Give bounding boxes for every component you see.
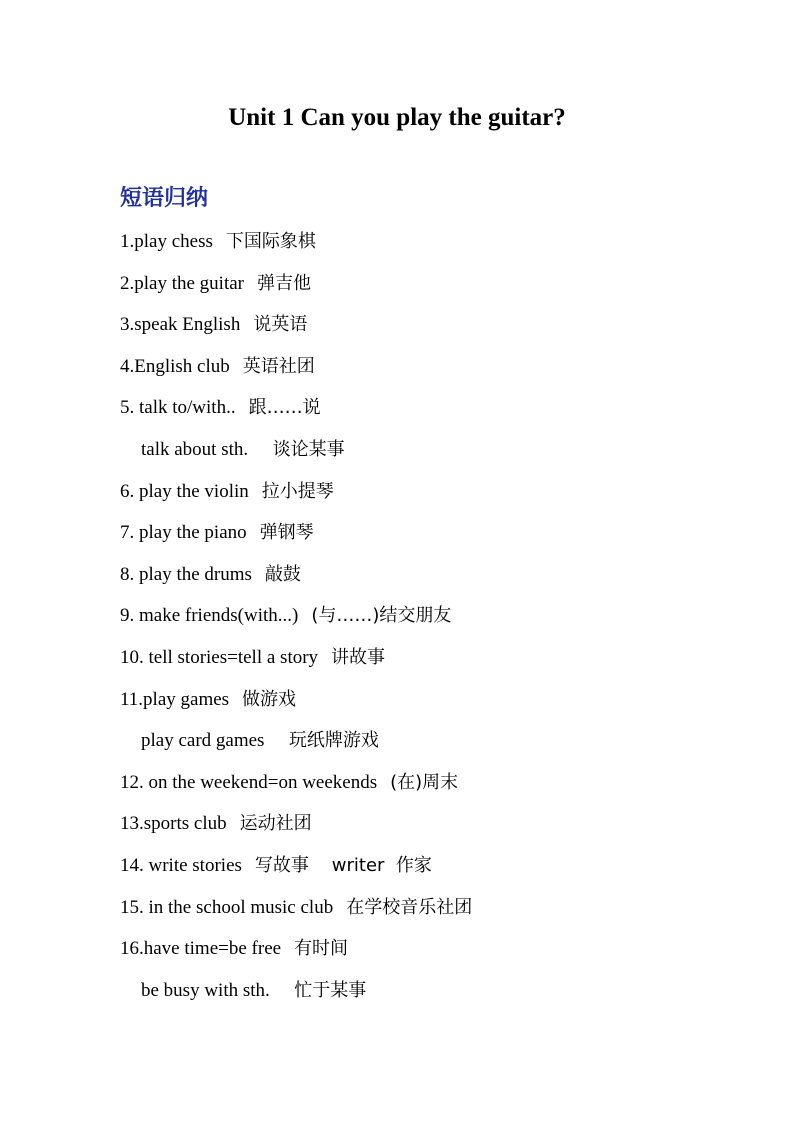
phrase-item	[120, 475, 740, 517]
phrase-chinese: 下国际象棋	[225, 231, 316, 252]
phrase-english: 10. tell stories=tell a story	[120, 646, 319, 668]
phrase-chinese: (与……)结交朋友	[311, 605, 452, 627]
phrase-item	[120, 932, 740, 974]
phrase-chinese: 忙于某事	[282, 979, 367, 1001]
phrase-chinese: 英语社团	[242, 355, 315, 377]
phrase-english: 8. play the drums	[120, 563, 252, 585]
phrase-english: 1.play chess	[120, 231, 213, 252]
phrase-english: 11.play games	[120, 688, 230, 710]
phrase-english: 15. in the school music club	[120, 896, 334, 918]
phrase-english: 5. talk to/with..	[120, 397, 236, 419]
phrase-chinese: 拉小提琴	[261, 480, 334, 502]
phrase-item	[120, 267, 740, 309]
phrase-item	[120, 350, 740, 392]
phrase-chinese: 弹钢琴	[259, 522, 314, 544]
phrase-item	[120, 766, 740, 808]
phrase-english: 4.English club	[120, 355, 230, 377]
phrase-english: 16.have time=be free	[120, 938, 282, 960]
phrase-chinese: 在学校音乐社团	[346, 896, 473, 918]
phrase-chinese: 写故事 writer 作家	[254, 854, 432, 876]
phrase-english: 14. write stories	[120, 854, 242, 876]
phrase-chinese: 说英语	[253, 314, 308, 336]
phrase-english: play card games	[141, 730, 265, 752]
phrase-chinese: 有时间	[294, 938, 349, 960]
phrase-item	[120, 433, 740, 475]
phrase-chinese: 讲故事	[331, 646, 386, 668]
phrase-english: 2.play the guitar	[120, 272, 244, 294]
phrase-item	[120, 558, 740, 600]
phrase-english: talk about sth.	[141, 438, 249, 460]
phrase-english: 6. play the violin	[120, 480, 249, 502]
phrase-english: 13.sports club	[120, 813, 227, 835]
phrase-item	[120, 516, 740, 558]
phrase-english: 9. make friends(with...)	[120, 605, 299, 627]
phrase-english: 7. play the piano	[120, 522, 247, 544]
phrase-chinese: 玩纸牌游戏	[277, 730, 379, 752]
phrase-english: be busy with sth.	[141, 979, 270, 1001]
phrase-item	[120, 641, 740, 683]
phrase-item	[120, 891, 740, 933]
phrase-item	[120, 974, 740, 1016]
phrase-english: 3.speak English	[120, 314, 241, 336]
phrase-item	[120, 807, 740, 849]
section-heading: 短语归纳	[120, 186, 209, 211]
phrase-chinese: 弹吉他	[257, 272, 311, 294]
phrase-item	[120, 724, 740, 766]
phrase-chinese: (在)周末	[390, 771, 459, 793]
phrase-chinese: 敲鼓	[264, 563, 301, 585]
phrase-english: 12. on the weekend=on weekends	[120, 771, 378, 793]
phrase-chinese: 跟……说	[248, 397, 321, 419]
phrase-item	[120, 308, 740, 350]
phrase-chinese: 运动社团	[239, 813, 312, 835]
phrase-chinese: 做游戏	[242, 688, 297, 710]
phrase-item	[120, 599, 740, 641]
phrase-item	[120, 849, 740, 891]
phrase-item	[120, 391, 740, 433]
phrase-item	[120, 683, 740, 725]
phrase-list	[120, 225, 740, 1015]
phrase-item	[120, 225, 740, 267]
phrase-chinese: 谈论某事	[261, 438, 345, 460]
page-title: Unit 1 Can you play the guitar?	[228, 104, 566, 131]
